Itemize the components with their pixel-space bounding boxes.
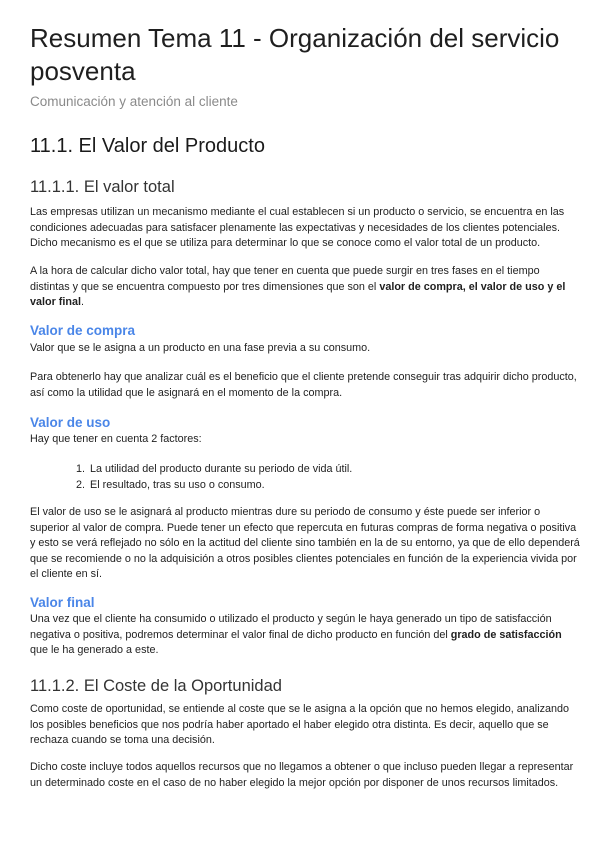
valor-total-paragraph-2-text: A la hora de calcular dicho valor total, hay que tener en cuenta que puede surgir en tres fases en el tiempo distintas y que se encuentra compuesto por tres dimensiones que son el (30, 265, 540, 293)
heading-valor-de-uso: Valor de uso (30, 415, 111, 430)
valor-total-paragraph-2 (30, 264, 582, 311)
valor-uso-factors-list (52, 461, 600, 493)
valor-final-paragraph (30, 612, 582, 659)
grado-satisfaccion-bold: grado de satisfacción (450, 628, 562, 641)
list-item: 1. La utilidad del producto durante su periodo de vida útil. (88, 461, 600, 477)
heading-valor-final: Valor final (30, 595, 95, 610)
valor-total-paragraph-2-end: . (81, 296, 85, 308)
valor-final-paragraph-text: Una vez que el cliente ha consumido o utilizado el producto y según le haya generado un tipo de satisfacción negativa o positiva, podremos determinar el valor final de dicho producto en función del (30, 613, 552, 641)
coste-oportunidad-paragraph-1: Como coste de oportunidad, se entiende al coste que se le asigna a la opción que no hemos elegido, analizando los posibles beneficios que nos podría haber aportado el haber elegido otra distinta. Es decir, aquello que se rechaza cuando se toma una decisión. (30, 703, 570, 746)
valor-final-paragraph-end: que le ha generado a este. (30, 644, 159, 656)
heading-valor-de-compra: Valor de compra (30, 323, 136, 338)
subsection-heading-11-1-2: 11.1.2. El Coste de la Oportunidad (30, 677, 282, 695)
document-title: Resumen Tema 11 - Organización del servicio posventa (30, 23, 560, 86)
subsection-heading-11-1-1: 11.1.1. El valor total (30, 178, 175, 196)
valor-total-dimensions-bold: valor de compra, el valor de uso y el valor final (30, 280, 566, 308)
section-heading-11-1: 11.1. El Valor del Producto (30, 135, 265, 157)
valor-compra-paragraph-2: Para obtenerlo hay que analizar cuál es el beneficio que el cliente pretende conseguir tras adquirir dicho producto, así como la utilidad que le asignará en el momento de la compra. (30, 371, 577, 399)
valor-total-paragraph-1: Las empresas utilizan un mecanismo mediante el cual establecen si un producto o servicio, se encuentra en las condiciones adecuadas para satisfacer plenamente las expectativas y necesidades de los clientes potenciales. Dicho mecanismo es el que se utiliza para determinar lo que se conoce como el valor total de un producto. (30, 206, 565, 249)
valor-uso-paragraph-2: El valor de uso se le asignará al producto mientras dure su periodo de consumo y éste puede ser inferior o superior al valor de compra. Puede tener un efecto que repercuta en futuras compras de forma negativa o positiva y esto se verá reflejado no sólo en la actitud del cliente sino también en la de su entorno, ya que de ello dependerá que se recomiende o no la adquisición a otros posibles clientes potenciales en función de la experiencia vivida por el cliente en sí. (30, 506, 580, 580)
list-item: 2. El resultado, tras su uso o consumo. (88, 477, 600, 493)
valor-uso-paragraph-1: Hay que tener en cuenta 2 factores: (30, 433, 202, 445)
valor-compra-paragraph-1: Valor que se le asigna a un producto en una fase previa a su consumo. (30, 342, 371, 354)
document-subtitle: Comunicación y atención al cliente (30, 94, 238, 109)
coste-oportunidad-paragraph-2: Dicho coste incluye todos aquellos recursos que no llegamos a obtener o que incluso pueden llegar a representar un determinado coste en el caso de no haber elegido la mejor opción por disponer de unos recursos limitados. (30, 761, 574, 789)
